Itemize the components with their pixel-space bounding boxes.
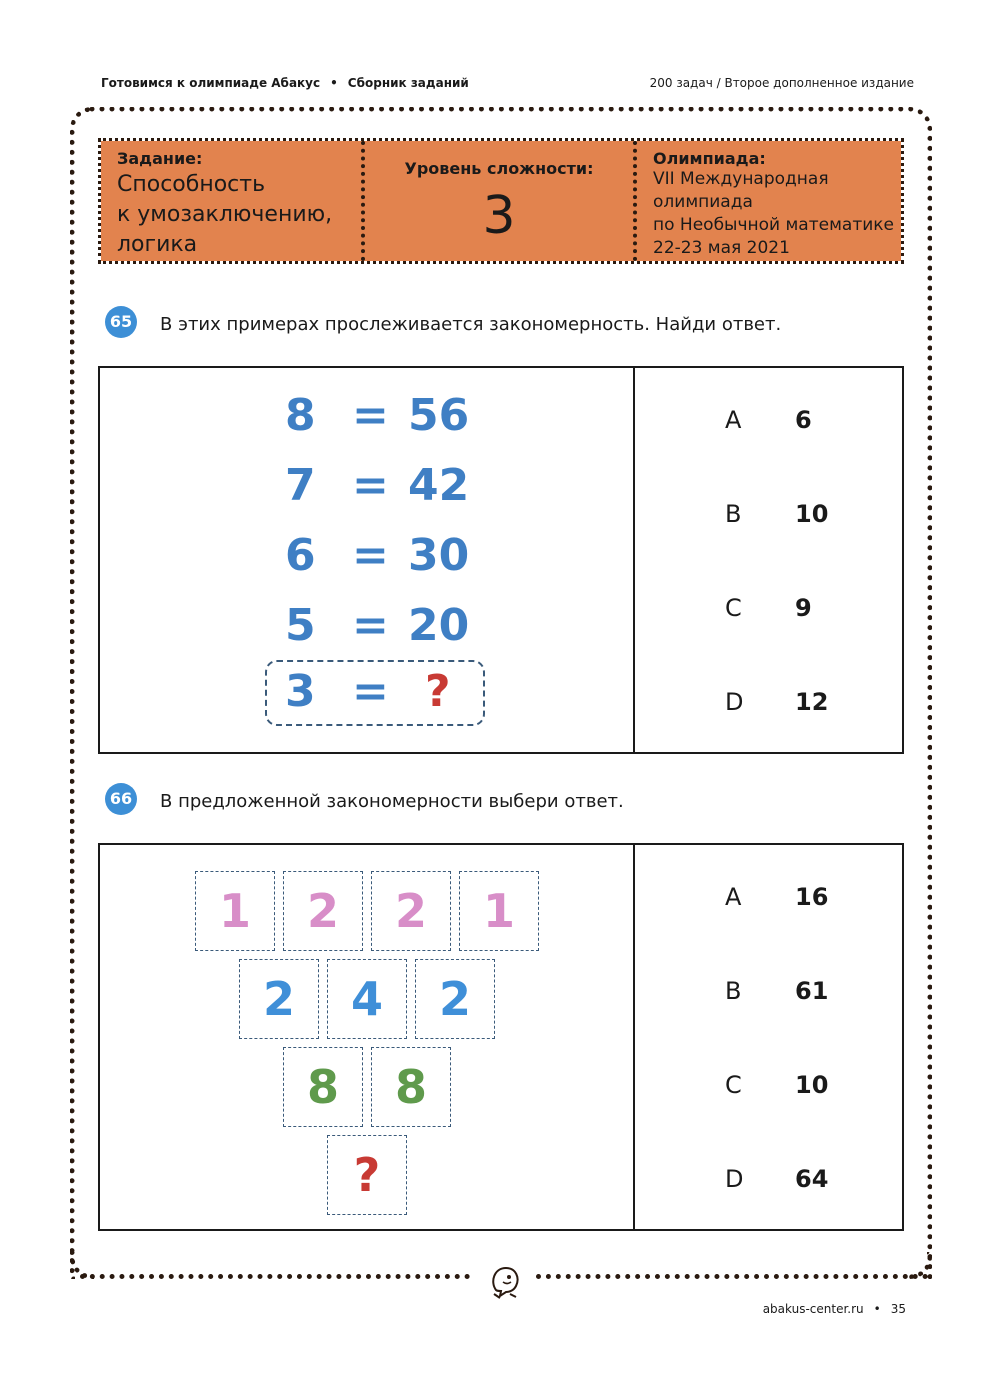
website-link[interactable]: abakus-center.ru bbox=[762, 1302, 864, 1316]
pyramid-tile: 8 bbox=[371, 1047, 451, 1127]
answer-value: 64 bbox=[795, 1165, 829, 1193]
equation-right: 42 bbox=[408, 460, 470, 511]
mascot-icon bbox=[488, 1260, 524, 1300]
answer-option[interactable] bbox=[725, 594, 812, 622]
answer-value: 61 bbox=[795, 977, 829, 1005]
task-value-line: логика bbox=[117, 232, 198, 257]
frame-bottom-right bbox=[536, 1274, 928, 1279]
equation-left: 8 bbox=[285, 390, 316, 441]
pyramid-unknown-tile: ? bbox=[327, 1135, 407, 1215]
question-number-badge: 66 bbox=[105, 783, 137, 815]
answer-option[interactable] bbox=[725, 977, 828, 1005]
column-divider bbox=[633, 845, 635, 1229]
equation-equals: = bbox=[352, 666, 389, 717]
unknown-answer: ? bbox=[425, 666, 451, 717]
page-footer bbox=[763, 1302, 906, 1316]
olympiad-cell bbox=[637, 141, 901, 261]
equation-left: 6 bbox=[285, 530, 316, 581]
question-number-badge: 65 bbox=[105, 306, 137, 338]
page-number: 35 bbox=[890, 1302, 906, 1316]
task-value-line: к умозаключению, bbox=[117, 202, 333, 227]
equation-left: 3 bbox=[285, 666, 316, 717]
answer-value: 16 bbox=[795, 883, 829, 911]
equation-right: 30 bbox=[408, 530, 470, 581]
pyramid-tile: 2 bbox=[371, 871, 451, 951]
task-value-line: Способность bbox=[117, 172, 266, 197]
equation-left: 5 bbox=[285, 600, 316, 651]
answer-letter: A bbox=[725, 883, 742, 911]
equation-right: 56 bbox=[408, 390, 470, 441]
answer-letter: B bbox=[725, 977, 742, 1005]
question-text: В предложенной закономерности выбери ответ. bbox=[160, 791, 624, 812]
answer-option[interactable] bbox=[725, 883, 828, 911]
olympiad-label: Олимпиада: bbox=[653, 149, 766, 168]
answer-value: 10 bbox=[795, 1071, 829, 1099]
task-banner bbox=[98, 138, 904, 264]
answer-value: 12 bbox=[795, 688, 829, 716]
pyramid-tile: 1 bbox=[459, 871, 539, 951]
answer-letter: D bbox=[725, 688, 744, 716]
pyramid-tile: 2 bbox=[283, 871, 363, 951]
header-separator: • bbox=[330, 76, 338, 90]
column-divider bbox=[633, 368, 635, 752]
pyramid-tile: 2 bbox=[415, 959, 495, 1039]
task-label: Задание: bbox=[117, 149, 203, 168]
task-cell bbox=[101, 141, 365, 261]
answer-value: 9 bbox=[795, 594, 812, 622]
pyramid-tile: 4 bbox=[327, 959, 407, 1039]
olympiad-line: VII Международная bbox=[653, 169, 829, 189]
answer-letter: C bbox=[725, 594, 742, 622]
question-text: В этих примерах прослеживается закономерность. Найди ответ. bbox=[160, 314, 782, 335]
olympiad-line: 22-23 мая 2021 bbox=[653, 238, 790, 258]
pyramid-tile: 1 bbox=[195, 871, 275, 951]
answer-letter: B bbox=[725, 500, 742, 528]
pyramid-tile: 2 bbox=[239, 959, 319, 1039]
book-title: Готовимся к олимпиаде Абакус bbox=[101, 76, 321, 90]
level-label: Уровень сложности: bbox=[404, 159, 594, 178]
level-value: 3 bbox=[482, 186, 516, 246]
answer-letter: C bbox=[725, 1071, 742, 1099]
equation-equals: = bbox=[352, 390, 389, 441]
equation-equals: = bbox=[352, 600, 389, 651]
olympiad-line: олимпиада bbox=[653, 192, 753, 212]
footer-separator: • bbox=[873, 1302, 881, 1316]
level-cell bbox=[365, 141, 637, 261]
answer-option[interactable] bbox=[725, 1165, 828, 1193]
answer-option[interactable] bbox=[725, 1071, 828, 1099]
equation-right: 20 bbox=[408, 600, 470, 651]
task-value bbox=[117, 170, 361, 260]
answer-value: 10 bbox=[795, 500, 829, 528]
frame-bottom-left bbox=[80, 1274, 470, 1279]
question-66-box bbox=[98, 843, 904, 1231]
book-subtitle: Сборник заданий bbox=[347, 76, 469, 90]
answer-option[interactable] bbox=[725, 688, 828, 716]
edition-info: 200 задач / Второе дополненное издание bbox=[649, 76, 914, 90]
pyramid-tile: 8 bbox=[283, 1047, 363, 1127]
olympiad-line: по Необычной математике bbox=[653, 215, 895, 235]
equation-equals: = bbox=[352, 530, 389, 581]
question-65-box bbox=[98, 366, 904, 754]
answer-option[interactable] bbox=[725, 406, 812, 434]
answer-option[interactable] bbox=[725, 500, 828, 528]
olympiad-value bbox=[653, 168, 901, 260]
answer-letter: A bbox=[725, 406, 742, 434]
answer-value: 6 bbox=[795, 406, 812, 434]
equation-equals: = bbox=[352, 460, 389, 511]
header-left bbox=[101, 76, 469, 90]
answer-letter: D bbox=[725, 1165, 744, 1193]
equation-left: 7 bbox=[285, 460, 316, 511]
